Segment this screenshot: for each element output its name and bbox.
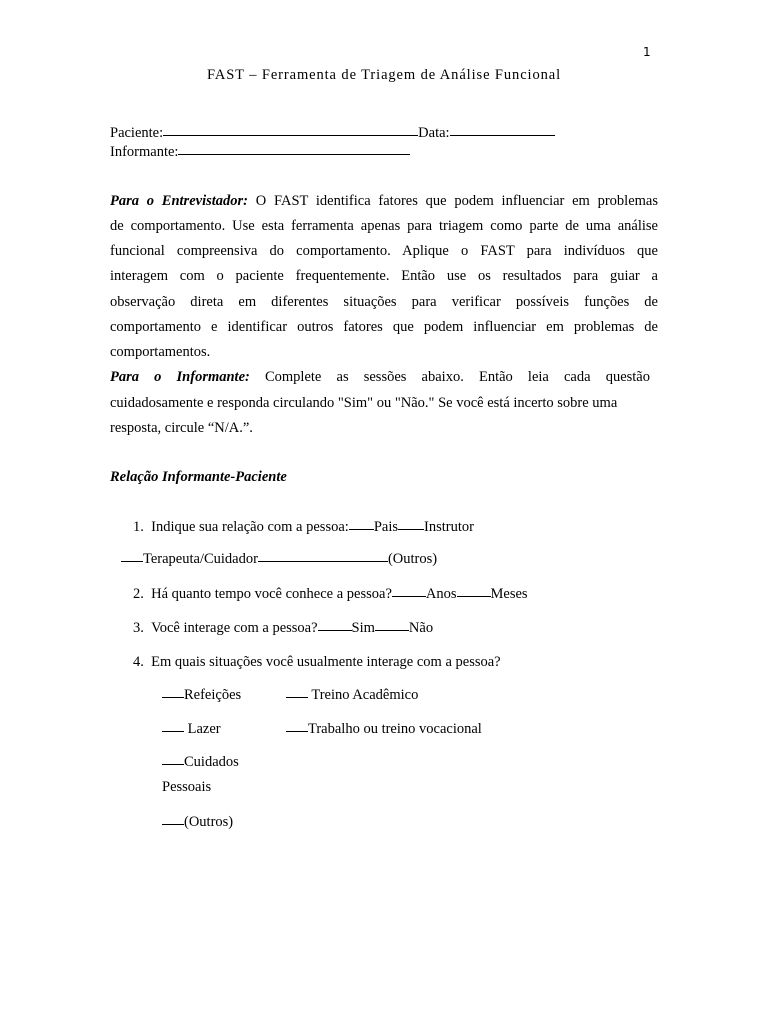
interviewer-line-3: funcional compreensiva do comportamento. Aplique o FAST para indivíduos que xyxy=(110,243,658,259)
informant-row xyxy=(110,144,410,161)
interviewer-heading: Para o Entrevistador: xyxy=(110,193,248,209)
patient-blank[interactable] xyxy=(163,135,418,136)
leisure-blank[interactable] xyxy=(162,731,184,732)
option-therapist: Terapeuta/Cuidador xyxy=(143,551,258,567)
option-others-row xyxy=(162,814,233,831)
informant-text: Complete as sessões abaixo. Então leia cada questão xyxy=(264,369,650,385)
question-4 xyxy=(133,654,501,671)
meals-blank[interactable] xyxy=(162,697,184,698)
patient-label: Paciente: xyxy=(110,125,164,141)
interviewer-line-4: interagem com o paciente frequentemente. Então use os resultados para guiar a xyxy=(110,268,658,284)
question-text: Há quanto tempo você conhece a pessoa? xyxy=(151,586,392,602)
question-number: 3. xyxy=(133,620,144,636)
question-number: 2. xyxy=(133,586,144,602)
no-blank[interactable] xyxy=(375,630,409,631)
question-text: Em quais situações você usualmente interage com a pessoa? xyxy=(151,654,501,670)
page-number: 1 xyxy=(643,45,651,59)
informant-line-1 xyxy=(110,369,650,386)
section-title: Relação Informante-Paciente xyxy=(110,469,287,485)
question-text: Indique sua relação com a pessoa: xyxy=(151,519,349,535)
option-instructor: Instrutor xyxy=(423,519,474,535)
option-leisure: Lazer xyxy=(187,721,221,737)
option-work-row xyxy=(286,721,482,738)
years-blank[interactable] xyxy=(392,596,426,597)
others-blank[interactable] xyxy=(258,561,388,562)
option-meals-row xyxy=(162,687,241,704)
question-number: 1. xyxy=(133,519,144,535)
question-3 xyxy=(133,620,433,637)
option-work: Trabalho ou treino vocacional xyxy=(308,721,482,737)
question-number: 4. xyxy=(133,654,144,670)
instructor-blank[interactable] xyxy=(398,529,424,530)
question-2 xyxy=(133,586,528,603)
option-meals: Refeições xyxy=(184,687,242,703)
interviewer-line-1 xyxy=(110,193,658,210)
yes-blank[interactable] xyxy=(318,630,352,631)
interviewer-line-5: observação direta em diferentes situações para verificar possíveis funções de xyxy=(110,294,658,310)
option-parents: Pais xyxy=(373,519,398,535)
interviewer-text: O FAST identifica fatores que podem influenciar em problemas xyxy=(255,193,659,209)
option-care-row xyxy=(162,754,239,771)
option-months: Meses xyxy=(490,586,528,602)
interviewer-line-7: comportamentos. xyxy=(110,344,211,360)
care-blank[interactable] xyxy=(162,764,184,765)
academic-blank[interactable] xyxy=(286,697,308,698)
informant-heading: Para o Informante: xyxy=(110,369,250,385)
option-years: Anos xyxy=(425,586,457,602)
months-blank[interactable] xyxy=(457,596,491,597)
option-yes: Sim xyxy=(351,620,375,636)
parents-blank[interactable] xyxy=(349,529,374,530)
patient-date-row xyxy=(110,125,555,142)
option-no: Não xyxy=(408,620,434,636)
q4-others-blank[interactable] xyxy=(162,824,184,825)
interviewer-line-6: comportamento e identificar outros fatores que podem influenciar em problemas de xyxy=(110,319,658,335)
informant-line-2: cuidadosamente e responda circulando "Sim" ou "Não." Se você está incerto sobre uma xyxy=(110,395,618,411)
informant-line-3: resposta, circule “N/A.”. xyxy=(110,420,253,436)
option-others: (Outros) xyxy=(387,551,438,567)
option-care-continued: Pessoais xyxy=(162,779,212,795)
therapist-blank[interactable] xyxy=(121,561,143,562)
informant-blank[interactable] xyxy=(178,154,410,155)
date-blank[interactable] xyxy=(450,135,555,136)
page-title: FAST – Ferramenta de Triagem de Análise Funcional xyxy=(206,67,562,83)
question-1-continued xyxy=(121,551,437,568)
option-leisure-row xyxy=(162,721,221,738)
work-blank[interactable] xyxy=(286,731,308,732)
option-care: Cuidados xyxy=(184,754,239,770)
option-others: (Outros) xyxy=(184,814,234,830)
informant-label: Informante: xyxy=(110,144,179,160)
interviewer-line-2: de comportamento. Use esta ferramenta apenas para triagem como parte de uma análise xyxy=(110,218,658,234)
question-text: Você interage com a pessoa? xyxy=(151,620,318,636)
option-academic-row xyxy=(286,687,418,704)
option-academic: Treino Acadêmico xyxy=(311,687,419,703)
question-1 xyxy=(133,519,474,536)
date-label: Data: xyxy=(418,125,450,141)
